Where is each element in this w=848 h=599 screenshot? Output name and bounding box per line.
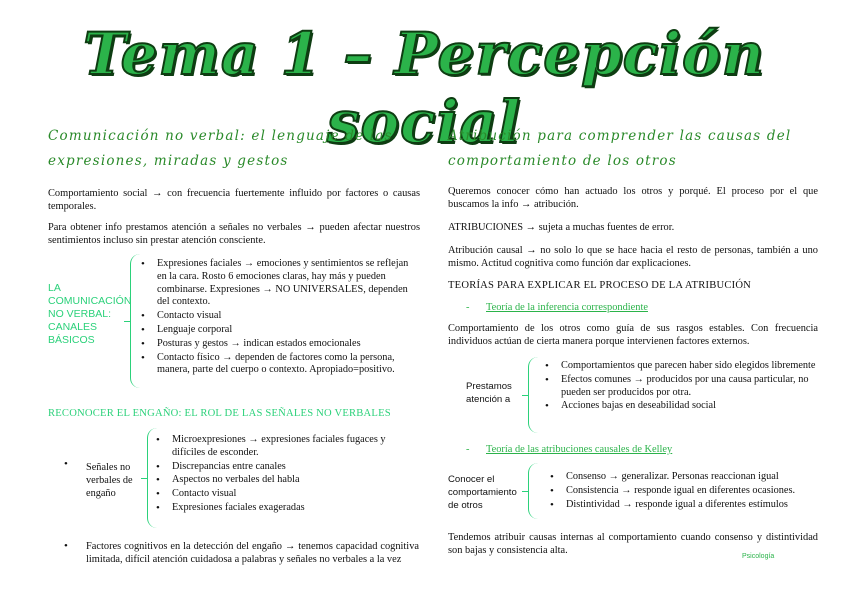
page-title: Tema 1 – Percepción social (83, 20, 765, 156)
theory-2-dash: - (466, 444, 470, 455)
list-item: • Consistencia → responde igual en diferentes ocasiones. (566, 485, 821, 498)
senales-bullet: • (64, 458, 68, 470)
list-item: • Posturas y gestos → indican estados emocionales (157, 338, 419, 351)
list-item: • Comportamientos que parecen haber sido elegidos libremente (561, 360, 817, 373)
factores-bullet: • (64, 540, 68, 552)
prestamos-label: Prestamos atención a (466, 381, 512, 405)
list-item: • Expresiones faciales → emociones y sentimientos se reflejan en la cara. Rosto 6 emociones claras, hay más y pueden combinarse. Expresiones → NO UNIVERSALES, dependen del contexto. (157, 258, 419, 309)
senales-list (172, 434, 419, 516)
list-item: • Contacto físico → dependen de factores como la persona, manera, parte del cuerpo o contexto. Apropiado=positivo. (157, 352, 419, 378)
list-item: • Lenguaje corporal (157, 324, 419, 337)
theory-1-text: Comportamiento de los otros como guía de sus rasgos estables. Con frecuencia individuos actúan de cierta manera porque intervienen factores externos. (448, 323, 818, 348)
list-item: • Expresiones faciales exageradas (172, 502, 419, 515)
factores-text: Factores cognitivos en la detección del engaño → tenemos capacidad cognitiva limitada, difícil atención cuidadosa a palabras y señales no verbales a la vez (86, 541, 419, 566)
list-item: • Distintividad → responde igual a diferentes estímulos (566, 499, 821, 512)
list-item: • Contacto visual (172, 488, 419, 501)
left-section-heading: Comunicación no verbal: el lenguaje de las expresiones, miradas y gestos (48, 128, 393, 169)
theory-2-title (466, 444, 672, 455)
engano-heading: RECONOCER EL ENGAÑO: EL ROL DE LAS SEÑALES NO VERBALES (48, 408, 391, 419)
conocer-label: Conocer el comportamiento de otros (448, 474, 517, 511)
theory-2-label: Teoría de las atribuciones causales de Kelley (486, 444, 673, 455)
right-paragraph-3: Atribución causal → no solo lo que se hace hacia el resto de personas, también a uno mismo. Actitud cognitiva como función dar explicaciones. (448, 245, 818, 270)
conocer-brace (528, 463, 538, 519)
prestamos-brace (528, 357, 538, 433)
prestamos-list (561, 360, 817, 414)
conocer-list (566, 471, 821, 512)
theory-1-label: Teoría de la inferencia correspondiente (486, 302, 648, 313)
right-paragraph-1: Queremos conocer cómo han actuado los otros y porqué. El proceso por el que buscamos la info → atribución. (448, 186, 818, 211)
channels-brace (130, 254, 140, 388)
left-paragraph-1: Comportamiento social → con frecuencia fuertemente influido por factores o causas temporales. (48, 188, 420, 213)
right-section-heading: Atribución para comprender las causas del comportamiento de los otros (448, 128, 792, 169)
senales-label: Señales no verbales de engaño (86, 462, 133, 499)
list-item: • Microexpresiones → expresiones faciales fugaces y difíciles de esconder. (172, 434, 419, 460)
theory-1-title (466, 302, 648, 313)
list-item: • Discrepancias entre canales (172, 461, 419, 474)
theory-1-dash: - (466, 302, 470, 313)
right-paragraph-2: ATRIBUCIONES → sujeta a muchas fuentes de error. (448, 222, 675, 233)
conclusion-text: Tendemos atribuir causas internas al comportamiento cuando consenso y distintividad son bajas y consistencia alta. (448, 532, 818, 557)
list-item: • Consenso → generalizar. Personas reaccionan igual (566, 471, 821, 484)
list-item: • Efectos comunes → producidos por una causa particular, no pueden ser producidos por otra. (561, 374, 817, 400)
subject-tag: Psicología (742, 553, 775, 560)
teorias-heading: TEORÍAS PARA EXPLICAR EL PROCESO DE LA ATRIBUCIÓN (448, 280, 752, 291)
left-paragraph-2: Para obtener info prestamos atención a señales no verbales → pueden afectar nuestros sentimientos incluso sin prestar atención consciente. (48, 222, 420, 247)
list-item: • Acciones bajas en deseabilidad social (561, 400, 817, 413)
channels-list (157, 258, 419, 378)
list-item: • Contacto visual (157, 310, 419, 323)
list-item: • Aspectos no verbales del habla (172, 474, 419, 487)
channels-label: LA COMUNICACIÓN NO VERBAL: CANALES BÁSICOS (48, 282, 132, 346)
